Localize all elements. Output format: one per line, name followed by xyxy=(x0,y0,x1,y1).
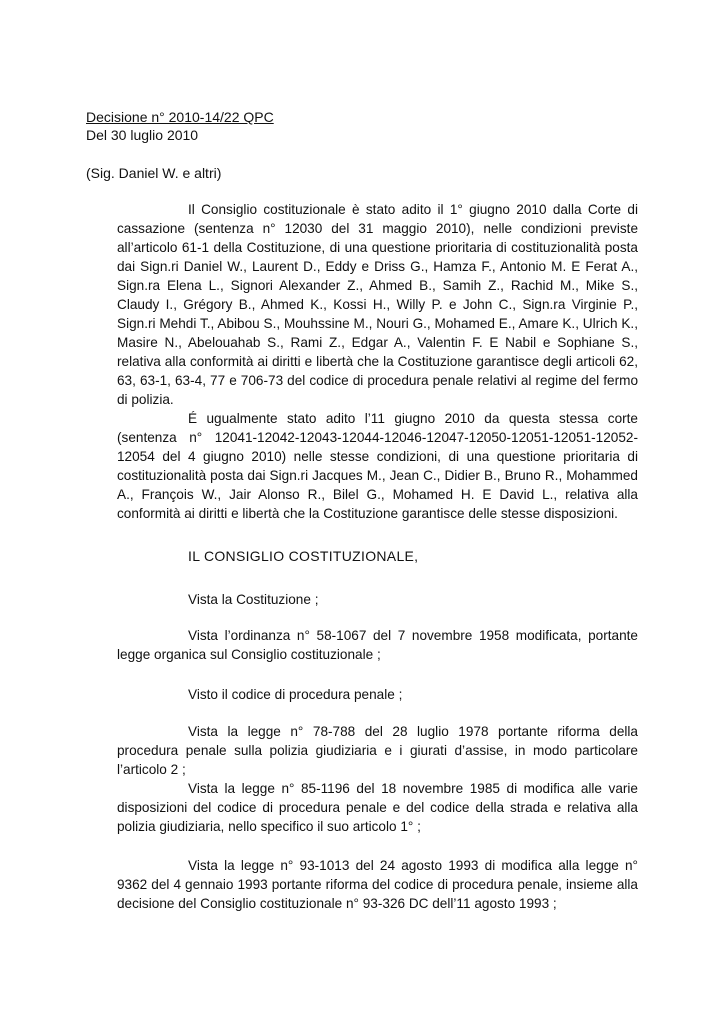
decision-parties: (Sig. Daniel W. e altri) xyxy=(86,165,222,181)
intro-paragraph-2: É ugualmente stato adito l’11 giugno 2010 da questa stessa corte (sentenza n° 12041-12042-12043-12044-12046-12047-12050-12051-12051-12052-12054 del 4 giugno 2010) nelle stesse condizioni, di una questione prioritaria di costituzionalità posta dai Sign.ri Jacques M., Jean C., Didier B., Bruno R., Mohammed A., François W., Jair Alonso R., Bilel G., Mohamed H. E David L., relativa alla conformità ai diritti e libertà che la Costituzione garantisce delle stesse disposizioni. xyxy=(117,411,638,521)
council-heading: IL CONSIGLIO COSTITUZIONALE, xyxy=(188,548,419,564)
intro-section xyxy=(117,200,638,523)
visa-3: Visto il codice di procedura penale ; xyxy=(188,687,403,702)
visa-5: Vista la legge n° 85-1196 del 18 novembre 1985 di modifica alle varie disposizioni del codice di procedura penale e del codice della strada e relativa alla polizia giudiziaria, nello specifico il suo articolo 1° ; xyxy=(117,781,638,834)
visa-1: Vista la Costituzione ; xyxy=(188,592,319,607)
decision-date: Del 30 luglio 2010 xyxy=(86,127,199,143)
intro-paragraph-1: Il Consiglio costituzionale è stato adito il 1° giugno 2010 dalla Corte di cassazione (sentenza n° 12030 del 31 maggio 2010), nelle condizioni previste all’articolo 61-1 della Costituzione, di una questione prioritaria di costituzionalità posta dai Sign.ri Daniel W., Laurent D., Eddy e Driss G., Hamza F., Antonio M. E Ferat A., Sign.ra Elena L., Signori Alexander Z., Ahmed B., Samih Z., Rachid M., Mike S., Claudy I., Grégory B., Ahmed K., Kossi H., Willy P. e John C., Sign.ra Virginie P., Sign.ri Mehdi T., Abibou S., Mouhssine M., Nouri G., Mohamed E., Amare K., Ulrich K., Masire N., Abelouahab S., Rami Z., Edgar A., Valentin F. E Nabil e Sophiane S., relativa alla conformità ai diritti e libertà che la Costituzione garantisce degli articoli 62, 63, 63-1, 63-4, 77 e 706-73 del codice di procedura penale relativi al regime del fermo di polizia. xyxy=(117,202,638,407)
visa-6: Vista la legge n° 93-1013 del 24 agosto 1993 di modifica alla legge n° 9362 del 4 gennaio 1993 portante riforma del codice di procedura penale, insieme alla decisione del Consiglio costituzionale n° 93-326 DC dell’11 agosto 1993 ; xyxy=(117,858,638,911)
visa-2: Vista l’ordinanza n° 58-1067 del 7 novembre 1958 modificata, portante legge organica sul Consiglio costituzionale ; xyxy=(117,628,638,662)
visa-4: Vista la legge n° 78-788 del 28 luglio 1978 portante riforma della procedura penale sulla polizia giudiziaria e i giurati d’assise, in modo particolare l’articolo 2 ; xyxy=(117,724,638,777)
decision-title: Decisione n° 2010-14/22 QPC xyxy=(86,109,274,125)
